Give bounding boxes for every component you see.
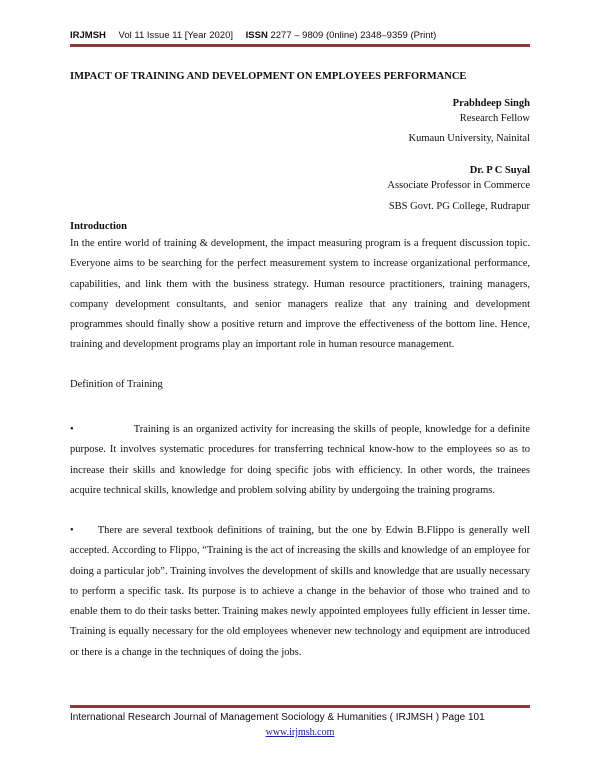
author-2-role: Associate Professor in Commerce xyxy=(387,180,530,191)
bullet-marker: • xyxy=(70,525,74,536)
article-title: IMPACT OF TRAINING AND DEVELOPMENT ON EMPLOYEES PERFORMANCE xyxy=(70,71,467,82)
issn-value: 2277 – 9809 (0nline) 2348–9359 (Print) xyxy=(270,30,437,41)
footer-journal: International Research Journal of Management Sociology & Humanities ( IRJMSH ) xyxy=(70,712,440,723)
bullet-item-2 xyxy=(70,521,530,663)
bullet-text: There are several textbook definitions of training, but the one by Edwin B.Flippo is generally well accepted. According to Flippo, “Training is the act of increasing the skills and knowledge of an employee for doing a particular job”. Training involves the development of skills and knowledge that are usually necessary to perform a specific task. Its purpose is to achieve a change in the behavior of those who trained and to enable them to do their tasks better. Training makes newly appointed employees fully efficient in lesser time. Training is equally necessary for the old employees whenever new technology and equipment are introduced or there is a change in the techniques of doing the jobs. xyxy=(70,525,530,658)
bullet-text: Training is an organized activity for increasing the skills of people, knowledge for a definite purpose. It involves systematic procedures for transferring technical know-how to the employees so as to increase their skills and knowledge for doing specific jobs with efficiency. In other words, the trainees acquire technical skills, knowledge and problem solving ability by undergoing the training programs. xyxy=(70,424,530,496)
author-2-affiliation: SBS Govt. PG College, Rudrapur xyxy=(388,201,530,212)
running-footer xyxy=(70,712,530,723)
section-heading-introduction: Introduction xyxy=(70,221,127,232)
volume-info: Vol 11 Issue 11 [Year 2020] xyxy=(118,30,233,41)
definition-heading: Definition of Training xyxy=(70,379,163,390)
website-link[interactable]: www.irjmsh.com xyxy=(265,727,335,738)
running-header xyxy=(70,30,530,41)
journal-abbr: IRJMSH xyxy=(70,30,106,41)
intro-paragraph: In the entire world of training & development, the impact measuring program is a frequent discussion topic. Everyone aims to be searching for the perfect measurement system to increase organizational performance, capabilities, and link them with the business strategy. Human resource practitioners, training managers, company development consultants, and senior managers realize that any training and development programmes should finally show a positive return and improve the effectiveness of the bottom line. Hence, training and development programs play an important role in human resource management. xyxy=(70,238,530,351)
footer-website-line xyxy=(0,727,600,738)
author-1-role: Research Fellow xyxy=(459,113,530,124)
footer-page: Page 101 xyxy=(441,712,485,723)
author-1-affiliation: Kumaun University, Nainital xyxy=(408,133,530,144)
header-rule xyxy=(70,44,530,47)
author-2-name: Dr. P C Suyal xyxy=(469,165,530,176)
bullet-item-1 xyxy=(70,420,530,501)
bullet-marker: • xyxy=(70,424,74,435)
issn-label: ISSN xyxy=(245,30,268,41)
author-1-name: Prabhdeep Singh xyxy=(452,98,530,109)
footer-rule xyxy=(70,705,530,708)
